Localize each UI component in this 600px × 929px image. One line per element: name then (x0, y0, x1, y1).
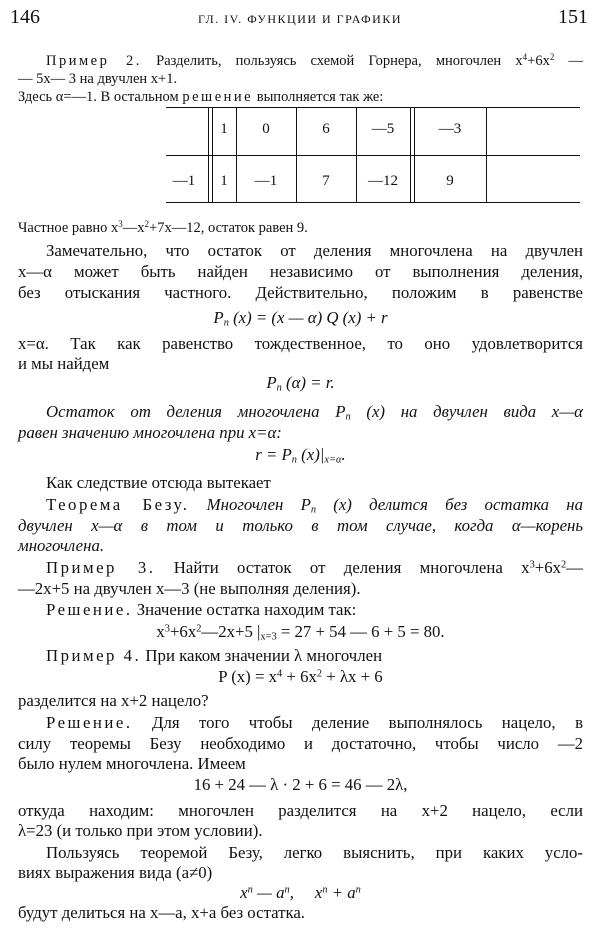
statement-line1: Остаток от деления многочлена $P_n$ (x) на двучлен вида x—α (46, 402, 583, 423)
example2-line2: — 5x— 3 на двучлен x+1. (18, 71, 178, 87)
formula-example4-eval: 16 + 24 — λ · 2 + 6 = 46 — 2λ, (193, 775, 408, 794)
theorem-line3: многочлена. (18, 536, 105, 555)
table-cell: —12 (368, 173, 398, 189)
example2-label: Пример 2. (46, 53, 142, 69)
page-header (0, 6, 600, 32)
example3-line1: Пример 3. Найти остаток от деления многочлена $x^3+6x^2—$ (46, 558, 583, 577)
horner-table (166, 107, 580, 203)
statement-line2: равен значению многочлена при x=α: (18, 423, 282, 442)
formula-powers: $x^n$ — $a^n$, $x^n + a^n$ (240, 883, 361, 902)
example4-label: Пример 4. (46, 646, 142, 665)
table-cell: —1 (254, 173, 278, 189)
quotient-line: Частное равно $x^3—x^2+7x—12$, остаток равен 9. (18, 219, 308, 236)
table-cell: —5 (371, 121, 395, 137)
theorem-line1: Теорема Безу. Многочлен $P_n$ (x) делится без остатка на (46, 495, 583, 516)
page-number-left: 146 (10, 6, 40, 28)
table-cell: 1 (220, 173, 228, 189)
solution4-line2: силу теоремы Безу необходимо и достаточно, чтобы число —2 (18, 734, 583, 753)
table-cell: 7 (322, 173, 330, 189)
table-cell: —3 (438, 121, 462, 137)
para3-line1: Пользуясь теоремой Безу, легко выяснить, при каких усло- (46, 843, 583, 862)
table-cell: 6 (322, 121, 330, 137)
formula-pn-alpha: $P_n$ (α) = r. (266, 373, 335, 394)
last-line: будут делиться на x—a, x+a без остатка. (18, 903, 305, 922)
para1-line2: x—α может быть найден независимо от выполнения деления, (18, 262, 583, 281)
para1-line3: без отыскания частного. Действительно, положим в равенстве (18, 283, 583, 302)
theorem-line2: двучлен x—α в том и только в том случае, когда α—корень (18, 516, 583, 535)
example2-line1: Пример 2. Разделить, пользуясь схемой Горнера, многочлен $x^4+6x^2$ — (18, 53, 583, 70)
running-title: ГЛ. IV. ФУНКЦИИ И ГРАФИКИ (198, 12, 402, 26)
example3-label: Пример 3. (46, 558, 156, 577)
para3-line2: виях выражения вида (a≠0) (18, 863, 213, 882)
formula-example4: P $(x) = x^4 + 6x^2 + \lambda x + 6$ (218, 667, 383, 686)
para2-line1: x=α. Так как равенство тождественное, то оно удовлетворится (18, 334, 583, 353)
result-line1: откуда находим: многочлен разделится на x+2 нацело, если (18, 801, 583, 820)
example4-line: Пример 4. При каком значении λ многочлен (46, 646, 383, 665)
formula-example3: $x^3+6x^2—2x+5$ $|_{x=3} = 27 + 54$ — 6 + 5 = 80. (156, 622, 445, 643)
table-cell: 0 (262, 121, 270, 137)
formula-remainder-value: $r = P_n$ $(x)|_{x=\alpha}$. (255, 445, 346, 466)
para2-line2: и мы найдем (18, 354, 110, 373)
formula-remainder-identity: $P_n$ (x) = (x — α) Q (x) + r (213, 308, 388, 329)
page-number-right: 151 (558, 6, 588, 28)
divisible-line: разделится на x+2 нацело? (18, 691, 209, 710)
para1-line1: Замечательно, что остаток от деления многочлена на двучлен (46, 241, 583, 260)
result-line2: λ=23 (и только при этом условии). (18, 821, 263, 840)
theorem-label: Теорема Безу. (46, 495, 190, 514)
example2-line3: Здесь α=—1. В остальном решение выполняется так же: (18, 89, 384, 105)
example3-line2: —2x+5 на двучлен x—3 (не выполняя деления). (18, 579, 361, 598)
table-cell: 1 (220, 121, 228, 137)
solution4-line3: было нулем многочлена. Имеем (18, 754, 246, 773)
consequence-line: Как следствие отсюда вытекает (46, 473, 271, 492)
solution4-label: Решение. (46, 713, 133, 732)
table-cell: —1 (172, 173, 196, 189)
solution3-line: Решение. Значение остатка находим так: (46, 600, 357, 619)
solution4-line1: Решение. Для того чтобы деление выполнялось нацело, в (46, 713, 583, 732)
solution3-label: Решение. (46, 600, 133, 619)
table-cell: 9 (446, 173, 454, 189)
